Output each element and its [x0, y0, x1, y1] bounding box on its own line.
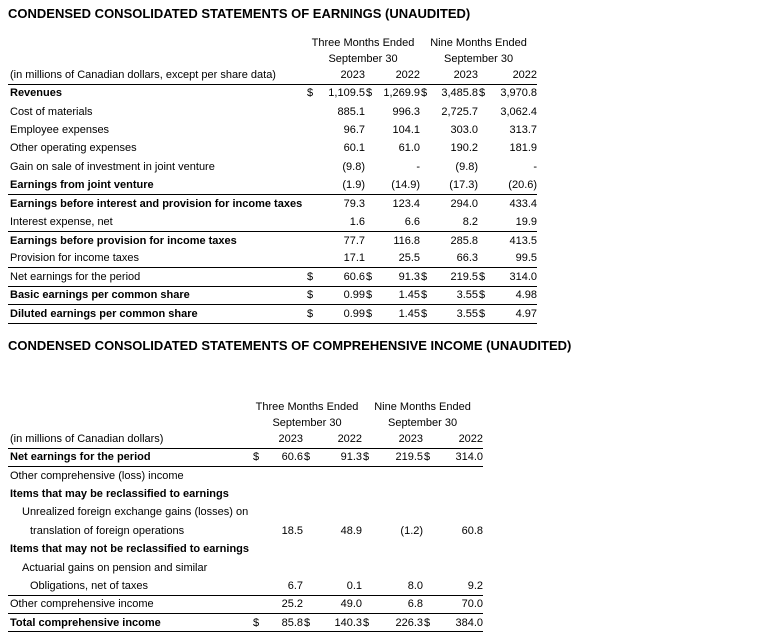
value-cell	[440, 503, 483, 521]
currency-symbol: $	[478, 268, 494, 286]
value-cell: 219.5	[435, 268, 478, 286]
value-cell: 413.5	[509, 234, 538, 247]
value-cell: 8.2	[435, 213, 478, 231]
period-header-nine-months: Nine Months Ended	[374, 400, 471, 413]
currency-symbol	[303, 540, 319, 558]
currency-symbol	[362, 503, 378, 521]
currency-symbol: $	[306, 268, 319, 286]
year-column-header: 2023	[435, 67, 478, 84]
value-cell	[266, 558, 303, 576]
value-cell	[378, 558, 423, 576]
currency-symbol	[365, 194, 379, 212]
value-cell: 190.2	[450, 142, 479, 155]
currency-symbol	[478, 158, 494, 176]
value-cell	[378, 540, 423, 558]
value-cell: 6.6	[379, 213, 420, 231]
date-header-row	[8, 415, 483, 431]
row-label: Other operating expenses	[10, 142, 137, 155]
value-cell: 219.5	[378, 448, 423, 466]
table-row	[8, 231, 537, 249]
spacer-cell	[8, 34, 306, 51]
currency-symbol: $	[423, 448, 440, 466]
currency-symbol	[478, 231, 494, 249]
currency-symbol	[365, 102, 379, 120]
currency-symbol: $	[420, 286, 435, 304]
period-header-row	[8, 398, 483, 415]
row-label: Total comprehensive income	[8, 614, 252, 632]
table-row	[8, 540, 483, 558]
currency-symbol	[420, 250, 435, 268]
row-label: Actuarial gains on pension and similar	[22, 561, 208, 574]
value-cell: 8.0	[378, 577, 423, 595]
currency-symbol: $	[420, 305, 435, 323]
value-cell: -	[533, 160, 538, 173]
currency-symbol: $	[478, 286, 494, 304]
table-row	[8, 614, 483, 632]
value-cell: (9.8)	[455, 160, 479, 173]
table-row	[8, 268, 537, 286]
row-label: Basic earnings per common share	[8, 286, 306, 304]
currency-symbol: $	[362, 614, 378, 632]
row-label: Earnings from joint venture	[8, 176, 306, 194]
period-header-three-months: Three Months Ended	[255, 400, 359, 413]
date-header-three-months: September 30	[272, 417, 342, 429]
currency-symbol	[303, 485, 319, 503]
row-label: Items that may not be reclassified to earnings	[10, 543, 250, 556]
value-cell: 61.0	[398, 142, 421, 155]
value-cell: 314.0	[440, 448, 483, 466]
currency-symbol	[362, 558, 378, 576]
value-cell: 60.8	[461, 524, 484, 537]
table-row	[8, 466, 483, 484]
value-cell: 91.3	[379, 268, 420, 286]
currency-symbol	[306, 158, 319, 176]
currency-symbol	[420, 102, 435, 120]
row-label: Items that may be reclassified to earnings	[10, 487, 229, 500]
table-row	[8, 250, 537, 268]
value-cell: 17.1	[319, 250, 365, 268]
currency-symbol	[252, 503, 266, 521]
currency-symbol	[365, 121, 379, 139]
earnings-statement-title: CONDENSED CONSOLIDATED STATEMENTS OF EARNINGS (UNAUDITED)	[8, 6, 471, 21]
value-cell: 6.8	[378, 595, 423, 613]
value-cell	[266, 466, 303, 484]
table-row	[8, 522, 483, 540]
value-cell: 1.45	[379, 286, 420, 304]
row-label: Unrealized foreign exchange gains (losses) on	[22, 506, 249, 519]
currency-symbol	[478, 121, 494, 139]
value-cell: 19.9	[494, 213, 537, 231]
table-row	[8, 158, 537, 176]
currency-symbol: $	[252, 614, 266, 632]
currency-symbol: $	[423, 614, 440, 632]
table-row	[8, 503, 483, 521]
currency-symbol	[362, 577, 378, 595]
value-cell: 25.2	[266, 595, 303, 613]
currency-symbol	[306, 139, 319, 157]
value-cell: 6.7	[266, 577, 303, 595]
currency-symbol	[478, 139, 494, 157]
currency-symbol	[303, 577, 319, 595]
value-cell	[319, 503, 362, 521]
table-row	[8, 595, 483, 613]
value-cell: 123.4	[392, 197, 421, 210]
currency-symbol: $	[366, 87, 373, 100]
value-cell: 885.1	[337, 105, 365, 118]
value-cell: 70.0	[440, 595, 483, 613]
table-row	[8, 102, 537, 120]
value-cell: 3.55	[435, 286, 478, 304]
currency-symbol: $	[306, 305, 319, 323]
value-cell: 3,970.8	[500, 87, 538, 100]
currency-symbol	[478, 194, 494, 212]
spacer-cell	[8, 415, 252, 431]
date-header-nine-months: September 30	[443, 53, 514, 65]
currency-symbol: $	[365, 305, 379, 323]
period-header-three-months: Three Months Ended	[311, 36, 415, 49]
value-cell: 314.0	[494, 268, 537, 286]
spacer-cell	[420, 67, 435, 84]
currency-symbol	[423, 595, 440, 613]
currency-symbol	[252, 466, 266, 484]
value-cell	[319, 558, 362, 576]
value-cell	[440, 485, 483, 503]
currency-symbol: $	[252, 448, 266, 466]
year-column-header: 2022	[379, 67, 420, 84]
date-header-three-months: September 30	[328, 53, 398, 65]
currency-symbol	[420, 158, 435, 176]
value-cell: 66.3	[435, 250, 478, 268]
value-cell: (17.3)	[435, 176, 478, 194]
table-row	[8, 84, 537, 102]
earnings-table-body	[8, 84, 537, 323]
value-cell: 77.7	[343, 234, 365, 247]
value-cell	[440, 466, 483, 484]
currency-symbol	[362, 522, 378, 540]
value-cell: 60.6	[266, 448, 303, 466]
value-cell: 1,269.9	[383, 87, 421, 100]
date-header-nine-months: September 30	[387, 417, 458, 429]
value-cell	[266, 485, 303, 503]
row-label: Other comprehensive income	[8, 595, 252, 613]
currency-symbol	[252, 540, 266, 558]
value-cell	[378, 503, 423, 521]
currency-symbol	[306, 213, 319, 231]
row-label: Net earnings for the period	[8, 268, 306, 286]
currency-symbol: $	[306, 286, 319, 304]
currency-symbol	[362, 540, 378, 558]
value-cell: 294.0	[450, 197, 479, 210]
value-cell: 3,062.4	[500, 105, 538, 118]
year-column-header: 2023	[378, 431, 423, 448]
value-cell: 48.9	[340, 524, 363, 537]
value-cell: 96.7	[343, 123, 365, 136]
value-cell: 313.7	[509, 123, 538, 136]
value-cell: 104.1	[392, 123, 421, 136]
value-cell: 0.99	[319, 305, 365, 323]
row-label: Other comprehensive (loss) income	[10, 469, 184, 482]
value-cell: 60.1	[343, 142, 365, 155]
currency-symbol	[362, 485, 378, 503]
row-label: Diluted earnings per common share	[8, 305, 306, 323]
row-label: Earnings before provision for income taxes	[10, 234, 237, 247]
spacer-cell	[423, 431, 440, 448]
value-cell: (9.8)	[342, 160, 365, 173]
row-label: Net earnings for the period	[8, 448, 252, 466]
value-cell: -	[416, 160, 421, 173]
value-cell: 3,485.8	[441, 87, 479, 100]
currency-symbol	[306, 231, 319, 249]
value-cell: 181.9	[509, 142, 538, 155]
year-column-header: 2022	[440, 431, 483, 448]
value-cell: 0.1	[319, 577, 362, 595]
currency-symbol	[306, 194, 319, 212]
currency-symbol	[423, 522, 440, 540]
currency-symbol: $	[362, 448, 378, 466]
year-column-header: 2022	[319, 431, 362, 448]
currency-symbol	[365, 139, 379, 157]
value-cell: 116.8	[393, 234, 421, 247]
currency-symbol	[478, 250, 494, 268]
value-cell: 140.3	[319, 614, 362, 632]
row-label: Revenues	[10, 87, 62, 100]
value-cell: (20.6)	[494, 176, 537, 194]
value-cell: 9.2	[440, 577, 483, 595]
currency-symbol	[365, 213, 379, 231]
value-cell: 384.0	[440, 614, 483, 632]
year-column-header: 2022	[494, 67, 537, 84]
value-cell	[266, 540, 303, 558]
currency-symbol	[423, 503, 440, 521]
currency-symbol	[420, 121, 435, 139]
spacer-cell	[365, 67, 379, 84]
currency-symbol	[423, 558, 440, 576]
value-cell	[440, 558, 483, 576]
currency-symbol	[478, 102, 494, 120]
spacer-cell	[362, 431, 378, 448]
currency-symbol	[423, 485, 440, 503]
currency-symbol	[303, 558, 319, 576]
value-cell: 433.4	[509, 197, 538, 210]
currency-symbol	[420, 176, 435, 194]
row-label: Obligations, net of taxes	[8, 577, 252, 595]
currency-symbol	[420, 139, 435, 157]
table-row	[8, 305, 537, 323]
currency-symbol: $	[365, 286, 379, 304]
table-row	[8, 286, 537, 304]
comprehensive-income-statement-title: CONDENSED CONSOLIDATED STATEMENTS OF COMPREHENSIVE INCOME (UNAUDITED)	[8, 338, 572, 353]
value-cell	[319, 485, 362, 503]
currency-symbol	[365, 250, 379, 268]
value-cell: 996.3	[392, 105, 421, 118]
value-cell: 79.3	[343, 197, 365, 210]
currency-symbol	[306, 121, 319, 139]
currency-symbol: $	[420, 268, 435, 286]
row-label: Earnings before interest and provision for income taxes	[10, 197, 303, 210]
value-cell: 91.3	[319, 448, 362, 466]
currency-symbol	[252, 595, 266, 613]
table-row	[8, 558, 483, 576]
value-cell: 285.8	[450, 234, 479, 247]
value-cell: 4.98	[494, 286, 537, 304]
currency-symbol	[420, 194, 435, 212]
currency-symbol	[365, 158, 379, 176]
comprehensive-income-statement-table	[8, 398, 483, 632]
currency-symbol	[423, 466, 440, 484]
value-cell: 99.5	[494, 250, 537, 268]
period-header-nine-months: Nine Months Ended	[430, 36, 527, 49]
value-cell: 4.97	[494, 305, 537, 323]
currency-symbol	[423, 577, 440, 595]
currency-symbol	[252, 577, 266, 595]
value-cell	[378, 466, 423, 484]
value-cell: 1.45	[379, 305, 420, 323]
value-cell: (1.9)	[319, 176, 365, 194]
spacer-cell	[303, 431, 319, 448]
value-cell	[440, 540, 483, 558]
currency-symbol	[306, 102, 319, 120]
currency-symbol	[362, 595, 378, 613]
table-row	[8, 448, 483, 466]
year-column-header: 2023	[319, 67, 365, 84]
value-cell	[319, 540, 362, 558]
value-cell: 303.0	[450, 123, 479, 136]
value-cell	[378, 485, 423, 503]
currency-symbol	[303, 466, 319, 484]
row-label: Interest expense, net	[8, 213, 306, 231]
currency-symbol	[420, 213, 435, 231]
table-row	[8, 121, 537, 139]
currency-symbol: $	[421, 87, 428, 100]
row-label: Cost of materials	[10, 105, 93, 118]
value-cell: 1,109.5	[328, 87, 365, 100]
value-cell: 25.5	[379, 250, 420, 268]
value-cell	[266, 503, 303, 521]
currency-symbol	[478, 213, 494, 231]
currency-symbol	[478, 176, 494, 194]
currency-symbol	[362, 466, 378, 484]
value-cell: 60.6	[319, 268, 365, 286]
value-cell	[319, 466, 362, 484]
currency-symbol	[303, 503, 319, 521]
currency-symbol	[252, 558, 266, 576]
date-header-row	[8, 51, 537, 67]
row-label: Provision for income taxes	[8, 250, 306, 268]
value-cell: 49.0	[319, 595, 362, 613]
currency-symbol: $	[479, 87, 486, 100]
spacer-cell	[8, 398, 252, 415]
currency-symbol	[420, 231, 435, 249]
currency-symbol	[303, 595, 319, 613]
earnings-statement-table	[8, 34, 537, 324]
value-cell: 3.55	[435, 305, 478, 323]
row-label: translation of foreign operations	[30, 524, 185, 537]
value-cell: (14.9)	[379, 176, 420, 194]
table-row	[8, 176, 537, 194]
currency-symbol: $	[307, 87, 314, 100]
currency-symbol	[306, 176, 319, 194]
unit-label: (in millions of Canadian dollars)	[8, 431, 252, 448]
value-cell: 18.5	[281, 524, 303, 537]
currency-symbol: $	[303, 614, 319, 632]
currency-symbol: $	[478, 305, 494, 323]
value-cell: (1.2)	[400, 524, 424, 537]
years-header-row	[8, 431, 483, 448]
currency-symbol	[252, 485, 266, 503]
currency-symbol	[303, 522, 319, 540]
spacer-cell	[8, 51, 306, 67]
spacer-cell	[306, 67, 319, 84]
spacer-cell	[252, 431, 266, 448]
table-row	[8, 577, 483, 595]
comprehensive-table-body	[8, 448, 483, 632]
unit-label: (in millions of Canadian dollars, except per share data)	[8, 67, 306, 84]
currency-symbol	[365, 231, 379, 249]
value-cell: 1.6	[319, 213, 365, 231]
currency-symbol: $	[365, 268, 379, 286]
value-cell: 226.3	[378, 614, 423, 632]
currency-symbol	[365, 176, 379, 194]
period-header-row	[8, 34, 537, 51]
row-label: Gain on sale of investment in joint venture	[10, 160, 215, 173]
currency-symbol: $	[303, 448, 319, 466]
value-cell: 2,725.7	[441, 105, 479, 118]
table-row	[8, 139, 537, 157]
table-row	[8, 485, 483, 503]
year-column-header: 2023	[266, 431, 303, 448]
spacer-cell	[478, 67, 494, 84]
currency-symbol	[423, 540, 440, 558]
table-row	[8, 213, 537, 231]
years-header-row	[8, 67, 537, 84]
value-cell: 0.99	[319, 286, 365, 304]
currency-symbol	[306, 250, 319, 268]
row-label: Employee expenses	[10, 123, 110, 136]
table-row	[8, 194, 537, 212]
value-cell: 85.8	[266, 614, 303, 632]
currency-symbol	[252, 522, 266, 540]
